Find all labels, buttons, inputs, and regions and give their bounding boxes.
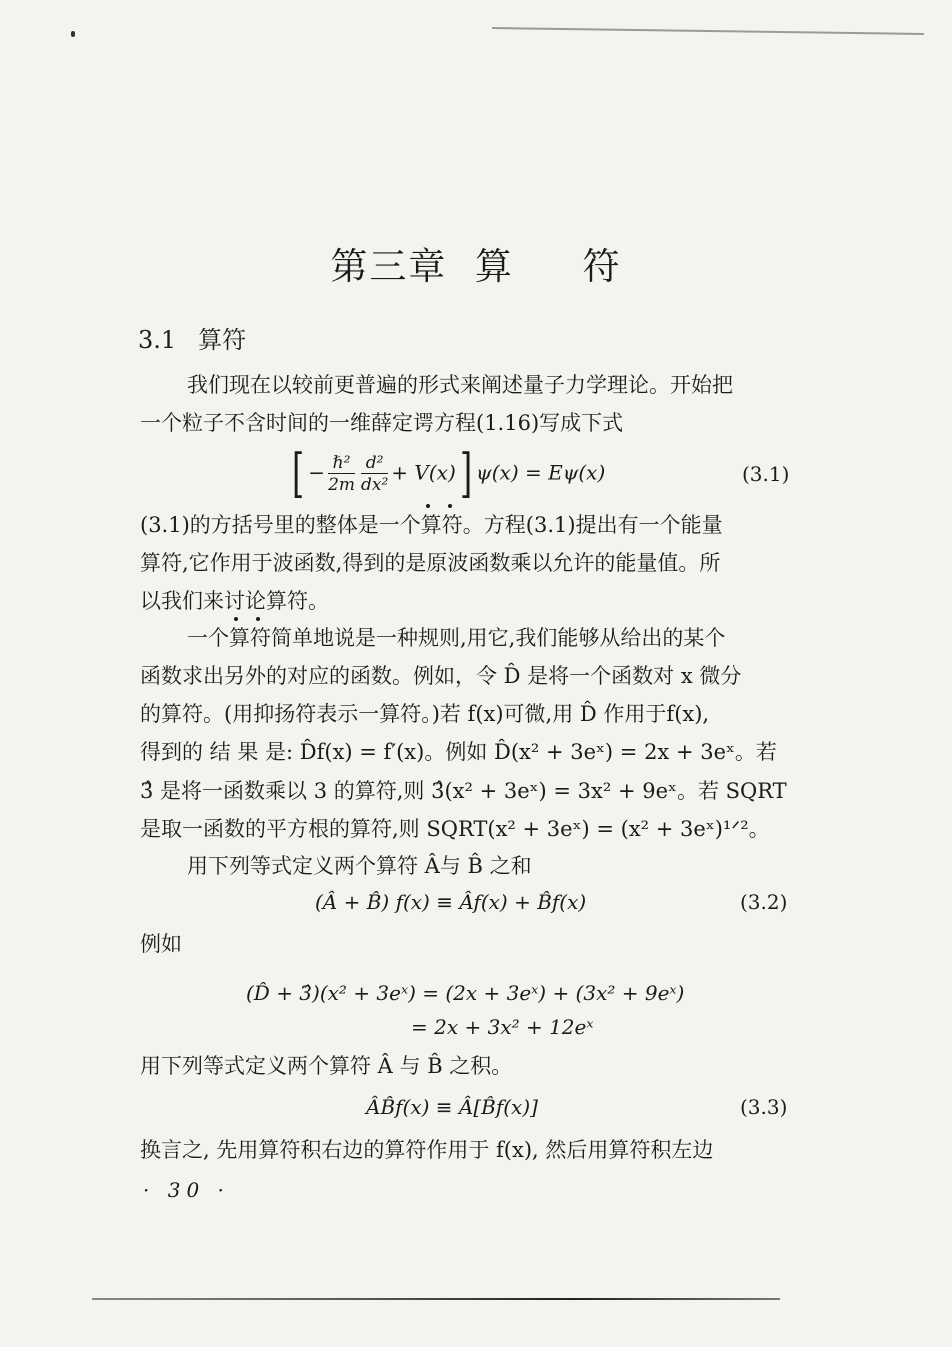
example-equation-line-1: (D̂ + 3̂)(x² + 3eˣ) = (2x + 3eˣ) + (3x² + 9eˣ) [246,981,685,1005]
eq1-potential-term: + V(x) [391,460,456,485]
paragraph-3-line-1 [187,624,725,652]
equation-3-1 [288,444,606,504]
fraction-d2-over-dx2 [361,453,388,496]
paragraph-2-line-1 [140,511,723,539]
paragraph-1-line-2: 一个粒子不含时间的一维薛定谔方程(1.16)写成下式 [140,411,624,435]
emphasis-dot [234,617,238,621]
equation-3-3: ÂB̂f(x) ≡ Â[B̂f(x)] [366,1095,538,1119]
scan-artifact-speck [71,31,75,37]
paragraph-3-line-5: 3̂ 是将一函数乘以 3 的算符,则 3̂(x² + 3eˣ) = 3x² + 9eˣ。若 SQRT [140,779,787,803]
example-equation-line-2: = 2x + 3x² + 12eˣ [411,1015,594,1039]
paragraph-5-line-1: 例如 [140,932,182,956]
fraction-numerator: d² [361,453,388,474]
section-number: 3.1 [138,326,177,354]
section-title: 算符 [198,326,247,354]
scan-artifact-top-line [492,27,924,35]
page-number: · 30 · [143,1178,230,1202]
emphasis-dotted-word [421,513,463,537]
text-span: 算符 [420,513,463,537]
left-square-bracket: [ [292,444,305,504]
emphasis-dotted-word [229,626,271,650]
paragraph-6-line-1: 用下列等式定义两个算符 Â 与 B̂ 之积。 [140,1054,513,1078]
paragraph-3-line-2: 函数求出另外的对应的函数。例如，令 D̂ 是将一个函数对 x 微分 [140,664,742,688]
text-span: 算符 [229,626,271,650]
eq1-minus: − [308,460,326,485]
paragraph-3-line-6: 是取一函数的平方根的算符,则 SQRT(x² + 3eˣ) = (x² + 3eˣ)¹ᐟ²。 [140,817,770,841]
paragraph-4-line-1: 用下列等式定义两个算符 Â与 B̂ 之和 [187,854,532,878]
section-heading [138,320,246,355]
text-span: (3.1)的方括号里的整体是一个 [140,513,421,537]
equation-3-2: (Â + B̂) f(x) ≡ Âf(x) + B̂f(x) [315,890,587,914]
emphasis-dot [256,617,260,621]
fraction-hbar-over-2m [328,453,355,496]
scan-artifact-bottom-line [92,1298,780,1300]
text-span: 简单地说是一种规则,用它,我们能够从给出的某个 [271,626,726,650]
equation-number-3-3: (3.3) [740,1095,788,1119]
emphasis-dot [448,504,452,508]
paragraph-3-line-4: 得到的 结 果 是: D̂f(x) = f′(x)。例如 D̂(x² + 3eˣ) = 2x + 3eˣ。若 [140,740,777,764]
equation-number-3-2: (3.2) [740,890,788,914]
paragraph-3-line-3: 的算符。(用抑扬符表示一算符。)若 f(x)可微,用 D̂ 作用于f(x), [140,702,710,726]
paragraph-1-line-1: 我们现在以较前更普遍的形式来阐述量子力学理论。开始把 [187,373,733,397]
equation-number-3-1: (3.1) [742,462,790,486]
right-square-bracket: ] [459,444,472,504]
paragraph-7-line-1: 换言之, 先用算符积右边的算符作用于 f(x), 然后用算符积左边 [140,1138,714,1162]
eq1-right-side: ψ(x) = Eψ(x) [476,460,606,485]
text-span: 。方程(3.1)提出有一个能量 [462,513,723,537]
fraction-numerator: ℏ² [328,453,355,474]
fraction-denominator: 2m [328,474,355,495]
paragraph-2-line-3: 以我们来讨论算符。 [140,589,329,613]
paragraph-2-line-2: 算符,它作用于波函数,得到的是原波函数乘以允许的能量值。所 [140,551,721,575]
chapter-title: 第三章 算 符 [330,245,622,288]
text-span: 一个 [187,626,229,650]
fraction-denominator: dx² [361,474,389,495]
emphasis-dot [426,504,430,508]
